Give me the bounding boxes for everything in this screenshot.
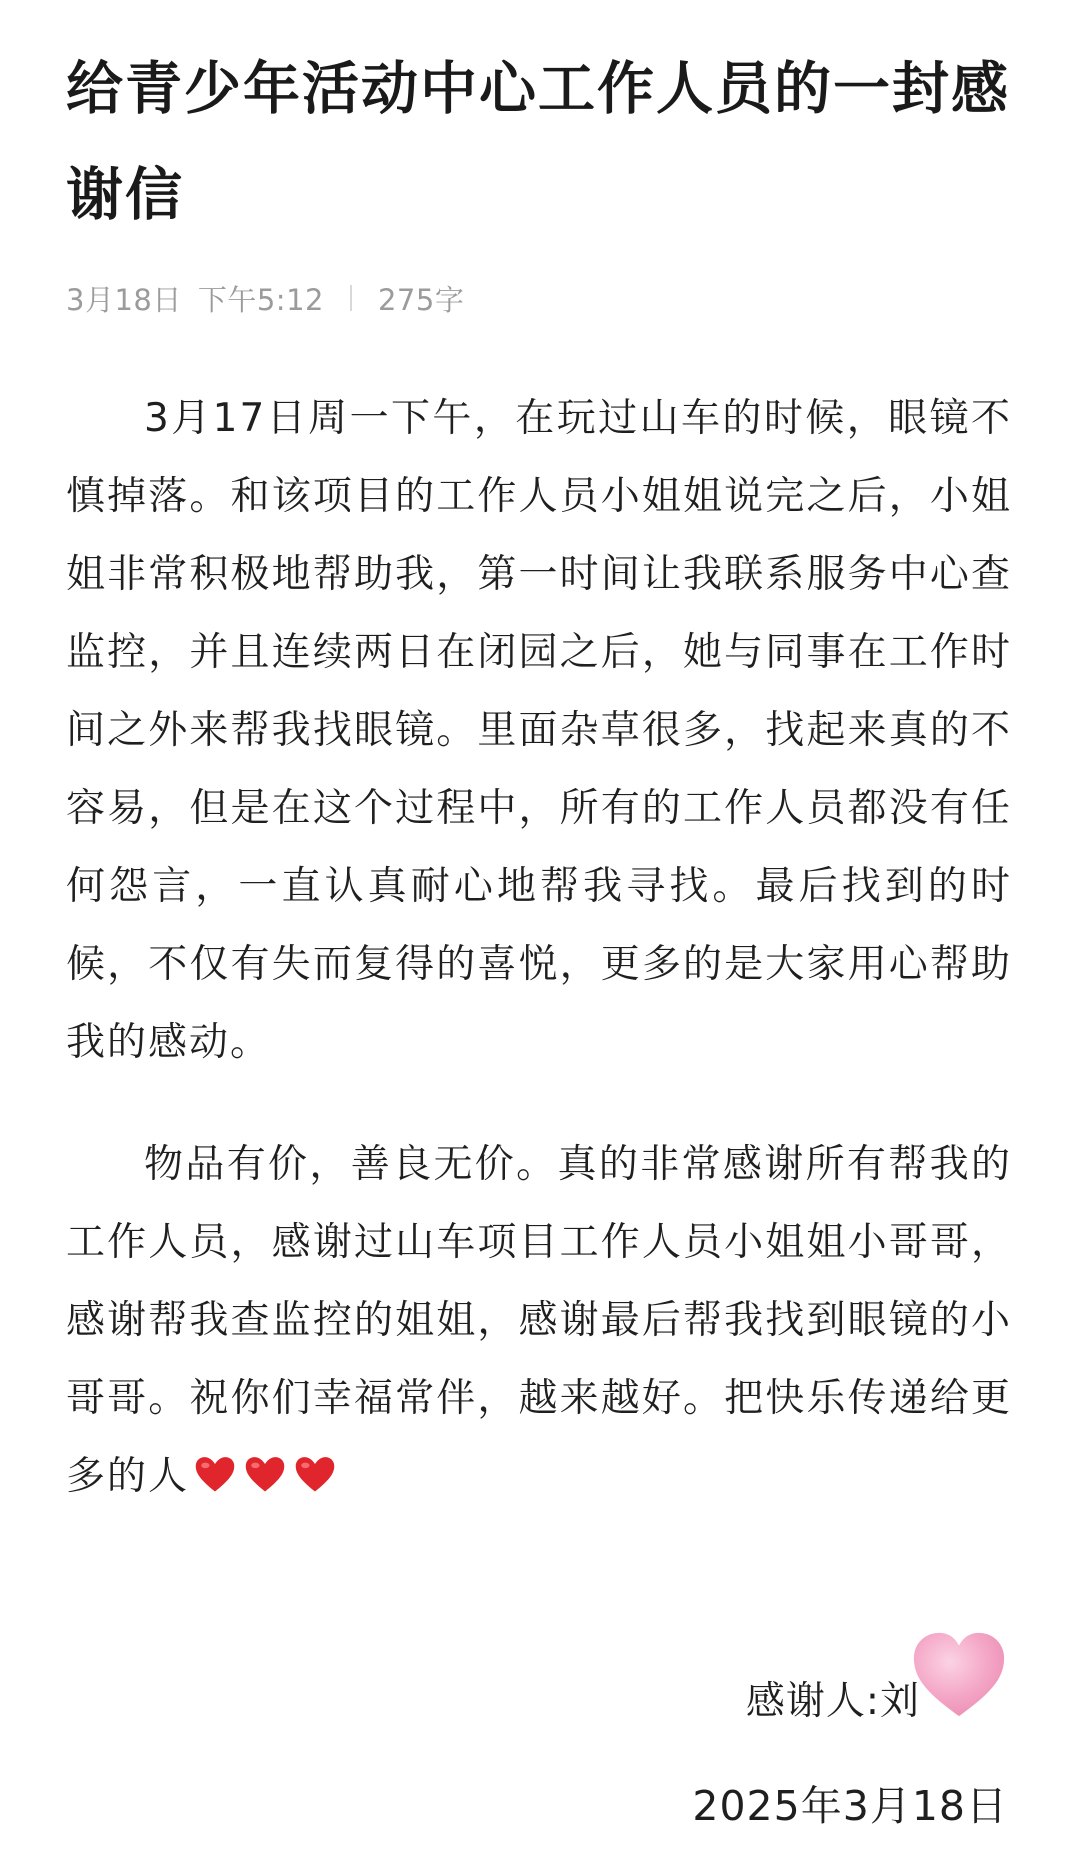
note-time: 下午5:12	[197, 282, 324, 317]
paragraph-1: 3月17日周一下午，在玩过山车的时候，眼镜不慎掉落。和该项目的工作人员小姐姐说完之后，小姐姐非常积极地帮助我，第一时间让我联系服务中心查监控，并且连续两日在闭园之后，她与同事在工作时间之外来帮我找眼镜。里面杂草很多，找起来真的不容易，但是在这个过程中，所有的工作人员都没有任何怨言，一直认真耐心地帮我寻找。最后找到的时候，不仅有失而复得的喜悦，更多的是大家用心帮助我的感动。	[66, 396, 1012, 1065]
meta-divider	[350, 285, 352, 311]
paragraph-2-text: 物品有价，善良无价。真的非常感谢所有帮我的工作人员，感谢过山车项目工作人员小姐姐小哥哥，感谢帮我查监控的姐姐，感谢最后帮我找到眼镜的小哥哥。祝你们幸福常伴，越来越好。把快乐传递给更多的人	[66, 1142, 1012, 1499]
pink-heart-sticker-icon	[910, 1626, 1008, 1724]
note-meta	[66, 276, 464, 320]
heart-emoji-group	[193, 1453, 337, 1497]
signature-name: 刘	[879, 1679, 920, 1724]
heart-icon	[243, 1453, 287, 1497]
sign-date: 2025年3月18日	[692, 1782, 1008, 1830]
note-title: 给青少年活动中心工作人员的一封感谢信	[66, 56, 1010, 228]
note-date: 3月18日	[66, 282, 182, 317]
heart-icon	[293, 1453, 337, 1497]
signature-name-wrap	[880, 1672, 1008, 1732]
note-body[interactable]	[66, 380, 1012, 1560]
signature-label: 感谢人:	[745, 1679, 880, 1724]
word-count: 275字	[377, 282, 465, 317]
paragraph-2	[66, 1126, 1012, 1516]
signature-line	[746, 1672, 1008, 1732]
heart-icon	[193, 1453, 237, 1497]
